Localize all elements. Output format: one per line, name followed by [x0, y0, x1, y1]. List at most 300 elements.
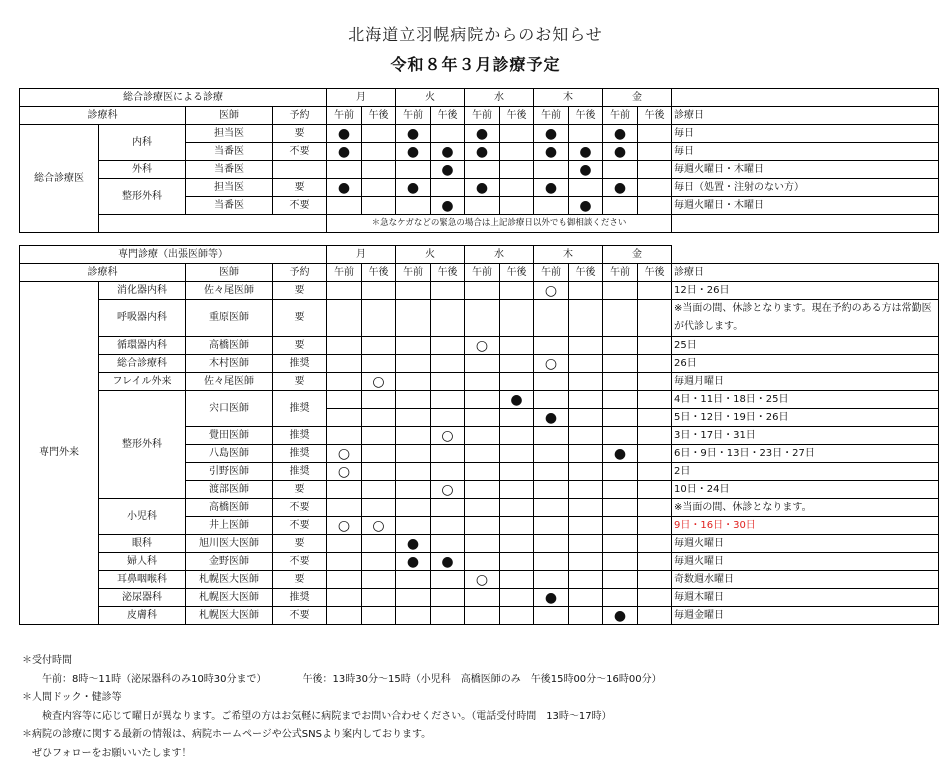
- schedule-mark: [534, 571, 569, 589]
- doctor-cell: 金野医師: [186, 553, 273, 571]
- schedule-mark: [500, 355, 534, 373]
- schedule-mark: ●: [603, 445, 638, 463]
- schedule-mark: [569, 409, 603, 427]
- schedule-mark: [500, 517, 534, 535]
- schedule-mark: ○: [362, 373, 396, 391]
- doctor-cell: 佐々尾医師: [186, 373, 273, 391]
- doctor-cell: 高橋医師: [186, 337, 273, 355]
- schedule-mark: [327, 355, 362, 373]
- schedule-mark: ●: [327, 179, 362, 197]
- schedule-mark: ●: [534, 409, 569, 427]
- schedule-mark: [362, 481, 396, 499]
- schedule-mark: [603, 282, 638, 300]
- days-cell: 毎週火曜日: [672, 553, 939, 571]
- days-cell: 毎週火曜日・木曜日: [672, 197, 939, 215]
- schedule-mark: [396, 391, 431, 409]
- schedule-mark: [396, 445, 431, 463]
- schedule-mark: [534, 481, 569, 499]
- schedule-mark: [638, 571, 672, 589]
- schedule-mark: [638, 300, 672, 337]
- reserve-cell: 要: [273, 571, 327, 589]
- reserve-cell: 要: [273, 337, 327, 355]
- reserve-cell: 要: [273, 300, 327, 337]
- table-row: [20, 553, 939, 571]
- schedule-mark: ●: [603, 179, 638, 197]
- day-mon: 月: [327, 246, 396, 264]
- col-am: 午前: [465, 264, 500, 282]
- schedule-mark: [396, 161, 431, 179]
- day-tue: 火: [396, 89, 465, 107]
- schedule-mark: [534, 517, 569, 535]
- col-pm: 午後: [362, 107, 396, 125]
- blank-cell: [672, 215, 939, 233]
- dept-cell: 眼科: [99, 535, 186, 553]
- schedule-mark: ●: [396, 535, 431, 553]
- schedule-mark: [465, 607, 500, 625]
- schedule-mark: [431, 125, 465, 143]
- schedule-mark: [396, 499, 431, 517]
- schedule-mark: [362, 607, 396, 625]
- schedule-mark: [465, 391, 500, 409]
- days-cell: 奇数週水曜日: [672, 571, 939, 589]
- reserve-cell: 不要: [273, 499, 327, 517]
- table-row: [20, 179, 939, 197]
- col-pm: 午後: [638, 107, 672, 125]
- schedule-mark: [396, 409, 431, 427]
- schedule-mark: [603, 463, 638, 481]
- schedule-mark: [327, 481, 362, 499]
- schedule-mark: [638, 499, 672, 517]
- reserve-cell: 推奨: [273, 463, 327, 481]
- schedule-mark: [362, 282, 396, 300]
- schedule-mark: [327, 300, 362, 337]
- schedule-mark: [638, 445, 672, 463]
- schedule-mark: [362, 197, 396, 215]
- schedule-mark: [534, 463, 569, 481]
- schedule-mark: [603, 409, 638, 427]
- doctor-cell: 引野医師: [186, 463, 273, 481]
- reserve-cell: 推奨: [273, 355, 327, 373]
- schedule-mark: ○: [431, 481, 465, 499]
- schedule-mark: [362, 409, 396, 427]
- blank-cell: [672, 89, 939, 107]
- dept-cell: 呼吸器内科: [99, 300, 186, 337]
- schedule-mark: [362, 161, 396, 179]
- schedule-mark: [431, 589, 465, 607]
- schedule-mark: [362, 571, 396, 589]
- col-dept: 診療科: [20, 264, 186, 282]
- schedule-mark: [431, 571, 465, 589]
- schedule-mark: [603, 499, 638, 517]
- schedule-mark: ●: [603, 143, 638, 161]
- schedule-mark: [603, 553, 638, 571]
- col-days: 診療日: [672, 264, 939, 282]
- day-wed: 水: [465, 246, 534, 264]
- general-schedule-table: [19, 88, 939, 233]
- info-text: ＊病院の診療に関する最新の情報は、病院ホームページや公式SNSより案内しております。: [22, 729, 432, 740]
- schedule-mark: ●: [465, 179, 500, 197]
- table-row: [20, 589, 939, 607]
- page-title: 北海道立羽幌病院からのお知らせ: [348, 25, 603, 44]
- schedule-mark: [431, 373, 465, 391]
- schedule-mark: [638, 161, 672, 179]
- schedule-mark: [603, 427, 638, 445]
- doctor-cell: 宍口医師: [186, 391, 273, 427]
- reserve-cell: 不要: [273, 143, 327, 161]
- schedule-mark: [327, 589, 362, 607]
- schedule-mark: [431, 337, 465, 355]
- schedule-mark: [569, 589, 603, 607]
- col-am: 午前: [396, 107, 431, 125]
- schedule-mark: [603, 517, 638, 535]
- schedule-mark: [396, 355, 431, 373]
- schedule-mark: [327, 409, 362, 427]
- schedule-mark: [327, 337, 362, 355]
- col-reserve: 予約: [273, 107, 327, 125]
- schedule-mark: [569, 179, 603, 197]
- schedule-mark: [327, 391, 362, 409]
- schedule-mark: [465, 300, 500, 337]
- schedule-mark: [327, 535, 362, 553]
- col-am: 午前: [465, 107, 500, 125]
- schedule-mark: [500, 373, 534, 391]
- schedule-mark: [500, 445, 534, 463]
- dept-cell: 消化器内科: [99, 282, 186, 300]
- schedule-subtitle: 令和８年３月診療予定: [390, 55, 561, 74]
- day-fri: 金: [603, 246, 672, 264]
- schedule-mark: [431, 517, 465, 535]
- days-cell: 25日: [672, 337, 939, 355]
- doctor-cell: 当番医: [186, 197, 273, 215]
- schedule-mark: [396, 373, 431, 391]
- reserve-cell: 不要: [273, 197, 327, 215]
- schedule-mark: [500, 571, 534, 589]
- schedule-mark: [431, 282, 465, 300]
- schedule-mark: ●: [534, 179, 569, 197]
- doctor-cell: 渡部医師: [186, 481, 273, 499]
- schedule-mark: ○: [534, 282, 569, 300]
- col-am: 午前: [327, 107, 362, 125]
- schedule-mark: [396, 481, 431, 499]
- schedule-mark: ○: [431, 427, 465, 445]
- day-thu: 木: [534, 246, 603, 264]
- col-pm: 午後: [569, 107, 603, 125]
- dept-cell: 整形外科: [99, 179, 186, 215]
- schedule-mark: [431, 607, 465, 625]
- days-cell: 毎週金曜日: [672, 607, 939, 625]
- reserve-cell: 要: [273, 373, 327, 391]
- schedule-mark: [569, 391, 603, 409]
- day-thu: 木: [534, 89, 603, 107]
- col-am: 午前: [603, 107, 638, 125]
- schedule-mark: [362, 300, 396, 337]
- col-pm: 午後: [500, 107, 534, 125]
- schedule-mark: [431, 355, 465, 373]
- schedule-mark: [638, 337, 672, 355]
- reserve-cell: 推奨: [273, 427, 327, 445]
- schedule-mark: [362, 427, 396, 445]
- schedule-mark: ○: [465, 337, 500, 355]
- schedule-mark: [534, 300, 569, 337]
- schedule-mark: [638, 197, 672, 215]
- table-row: [20, 282, 939, 300]
- schedule-mark: [431, 445, 465, 463]
- schedule-mark: [396, 571, 431, 589]
- schedule-mark: [569, 463, 603, 481]
- schedule-mark: [396, 589, 431, 607]
- schedule-mark: [362, 463, 396, 481]
- schedule-mark: [396, 197, 431, 215]
- dept-cell: 小児科: [99, 499, 186, 535]
- schedule-mark: ●: [534, 589, 569, 607]
- col-reserve: 予約: [273, 264, 327, 282]
- schedule-mark: [500, 409, 534, 427]
- dept-cell: 整形外科: [99, 391, 186, 499]
- schedule-mark: [465, 463, 500, 481]
- schedule-mark: [327, 607, 362, 625]
- blank-cell: [99, 215, 327, 233]
- schedule-mark: [431, 179, 465, 197]
- dept-cell: 外科: [99, 161, 186, 179]
- days-cell: 5日・12日・19日・26日: [672, 409, 939, 427]
- schedule-mark: [603, 337, 638, 355]
- doctor-cell: 木村医師: [186, 355, 273, 373]
- table-row: [20, 300, 939, 337]
- schedule-mark: [327, 553, 362, 571]
- dock-heading: ＊人間ドック・健診等: [22, 692, 122, 703]
- doctor-cell: 当番医: [186, 161, 273, 179]
- schedule-mark: [396, 517, 431, 535]
- schedule-mark: ●: [431, 143, 465, 161]
- doctor-cell: 札幌医大医師: [186, 607, 273, 625]
- col-pm: 午後: [431, 107, 465, 125]
- schedule-mark: ○: [327, 517, 362, 535]
- schedule-mark: [569, 499, 603, 517]
- table-row: [20, 499, 939, 517]
- table-row: [20, 337, 939, 355]
- days-cell: 毎日: [672, 143, 939, 161]
- schedule-mark: [362, 125, 396, 143]
- table-row: [20, 535, 939, 553]
- schedule-mark: [327, 427, 362, 445]
- schedule-mark: [569, 607, 603, 625]
- schedule-mark: [603, 535, 638, 553]
- col-doctor: 医師: [186, 264, 273, 282]
- table-row: [20, 391, 939, 409]
- schedule-mark: [534, 553, 569, 571]
- schedule-mark: ●: [534, 143, 569, 161]
- reserve-cell: 不要: [273, 553, 327, 571]
- schedule-mark: [638, 535, 672, 553]
- schedule-mark: [465, 589, 500, 607]
- schedule-mark: [569, 427, 603, 445]
- days-cell: 毎週木曜日: [672, 589, 939, 607]
- schedule-mark: [362, 337, 396, 355]
- doctor-cell: 覺田医師: [186, 427, 273, 445]
- schedule-mark: ○: [534, 355, 569, 373]
- schedule-mark: [569, 481, 603, 499]
- schedule-mark: [534, 499, 569, 517]
- schedule-mark: [534, 337, 569, 355]
- days-cell: 6日・9日・13日・23日・27日: [672, 445, 939, 463]
- schedule-mark: [465, 161, 500, 179]
- schedule-mark: [534, 445, 569, 463]
- group-label: 総合診療医: [20, 125, 99, 233]
- schedule-mark: [500, 161, 534, 179]
- col-pm: 午後: [569, 264, 603, 282]
- schedule-mark: [431, 409, 465, 427]
- doctor-cell: 札幌医大医師: [186, 589, 273, 607]
- table-row: [20, 607, 939, 625]
- reserve-cell: 推奨: [273, 391, 327, 427]
- schedule-mark: ○: [327, 445, 362, 463]
- schedule-mark: [362, 179, 396, 197]
- schedule-mark: [465, 355, 500, 373]
- schedule-mark: [362, 535, 396, 553]
- schedule-mark: [638, 143, 672, 161]
- follow-text: ぜひフォローをお願いいたします！: [32, 747, 192, 759]
- table-row: [20, 161, 939, 179]
- specialist-schedule-table: [19, 245, 939, 625]
- doctor-cell: 八島医師: [186, 445, 273, 463]
- schedule-mark: [500, 179, 534, 197]
- reserve-cell: 要: [273, 125, 327, 143]
- schedule-mark: [500, 197, 534, 215]
- reserve-cell: 要: [273, 282, 327, 300]
- dock-text: 検査内容等に応じて曜日が異なります。ご希望の方はお気軽に病院までお問い合わせください。（電話受付時間 13時～17時）: [42, 710, 612, 722]
- reserve-cell: 不要: [273, 607, 327, 625]
- schedule-mark: [431, 463, 465, 481]
- schedule-mark: [603, 355, 638, 373]
- schedule-mark: ●: [500, 391, 534, 409]
- col-am: 午前: [396, 264, 431, 282]
- schedule-mark: ●: [327, 125, 362, 143]
- days-cell: 毎週月曜日: [672, 373, 939, 391]
- days-cell: 26日: [672, 355, 939, 373]
- schedule-mark: [465, 535, 500, 553]
- schedule-mark: ●: [569, 197, 603, 215]
- schedule-mark: [465, 427, 500, 445]
- doctor-cell: 佐々尾医師: [186, 282, 273, 300]
- col-doctor: 医師: [186, 107, 273, 125]
- schedule-mark: [534, 161, 569, 179]
- schedule-mark: [465, 445, 500, 463]
- schedule-mark: ●: [465, 143, 500, 161]
- days-cell: ※当面の間、休診となります。: [672, 499, 939, 517]
- schedule-mark: [569, 445, 603, 463]
- schedule-mark: [534, 607, 569, 625]
- section-title: 専門診療（出張医師等）: [20, 246, 327, 264]
- schedule-mark: [638, 391, 672, 409]
- schedule-mark: [500, 553, 534, 571]
- table-row: [20, 571, 939, 589]
- schedule-mark: ●: [431, 553, 465, 571]
- table-row: [20, 373, 939, 391]
- days-cell: 毎週火曜日: [672, 535, 939, 553]
- schedule-mark: [465, 481, 500, 499]
- reserve-cell: 推奨: [273, 445, 327, 463]
- schedule-mark: ●: [396, 143, 431, 161]
- dept-cell: フレイル外来: [99, 373, 186, 391]
- schedule-mark: ●: [465, 125, 500, 143]
- schedule-mark: ●: [534, 125, 569, 143]
- col-am: 午前: [603, 264, 638, 282]
- schedule-mark: [396, 282, 431, 300]
- schedule-mark: [638, 179, 672, 197]
- day-tue: 火: [396, 246, 465, 264]
- schedule-mark: ○: [465, 571, 500, 589]
- reception-pm: 午後：13時30分～15時（小児科 高橋医師のみ 午後15時00分～16時00分）: [302, 673, 662, 685]
- schedule-mark: [638, 282, 672, 300]
- schedule-mark: [569, 517, 603, 535]
- schedule-mark: [638, 373, 672, 391]
- days-cell: 9日・16日・30日: [672, 517, 939, 535]
- reception-hours: [22, 671, 662, 690]
- schedule-mark: [534, 391, 569, 409]
- col-pm: 午後: [431, 264, 465, 282]
- schedule-mark: [638, 463, 672, 481]
- schedule-mark: ●: [396, 125, 431, 143]
- schedule-mark: [638, 607, 672, 625]
- table-row: [20, 355, 939, 373]
- schedule-mark: [396, 607, 431, 625]
- emergency-note: ＊急なケガなどの緊急の場合は上記診療日以外でも御相談ください: [327, 215, 672, 233]
- col-am: 午前: [534, 107, 569, 125]
- reserve-cell: [273, 161, 327, 179]
- dept-cell: 総合診療科: [99, 355, 186, 373]
- reserve-cell: 推奨: [273, 589, 327, 607]
- schedule-mark: [534, 535, 569, 553]
- reserve-cell: 不要: [273, 517, 327, 535]
- schedule-mark: [362, 445, 396, 463]
- schedule-mark: [603, 373, 638, 391]
- day-fri: 金: [603, 89, 672, 107]
- schedule-mark: [362, 499, 396, 517]
- schedule-mark: [500, 337, 534, 355]
- days-cell: 2日: [672, 463, 939, 481]
- schedule-mark: [500, 143, 534, 161]
- schedule-mark: [465, 499, 500, 517]
- schedule-mark: [500, 427, 534, 445]
- schedule-mark: [396, 463, 431, 481]
- schedule-mark: [396, 300, 431, 337]
- days-cell: 毎週火曜日・木曜日: [672, 161, 939, 179]
- schedule-mark: [431, 300, 465, 337]
- reception-heading: ＊受付時間: [22, 655, 72, 666]
- schedule-mark: [569, 373, 603, 391]
- schedule-mark: [465, 282, 500, 300]
- schedule-mark: [396, 337, 431, 355]
- schedule-mark: [431, 535, 465, 553]
- days-cell: 12日・26日: [672, 282, 939, 300]
- schedule-mark: [638, 355, 672, 373]
- reserve-cell: 要: [273, 481, 327, 499]
- schedule-mark: [327, 197, 362, 215]
- schedule-mark: [603, 161, 638, 179]
- schedule-mark: [465, 517, 500, 535]
- schedule-mark: [638, 553, 672, 571]
- col-dept: 診療科: [20, 107, 186, 125]
- schedule-mark: [396, 427, 431, 445]
- schedule-mark: [465, 409, 500, 427]
- col-days: 診療日: [672, 107, 939, 125]
- days-cell: ※当面の間、休診となります。現在予約のある方は常勤医が代診します。: [672, 300, 939, 337]
- col-am: 午前: [534, 264, 569, 282]
- schedule-mark: [465, 197, 500, 215]
- schedule-mark: [500, 282, 534, 300]
- schedule-mark: [603, 571, 638, 589]
- col-pm: 午後: [500, 264, 534, 282]
